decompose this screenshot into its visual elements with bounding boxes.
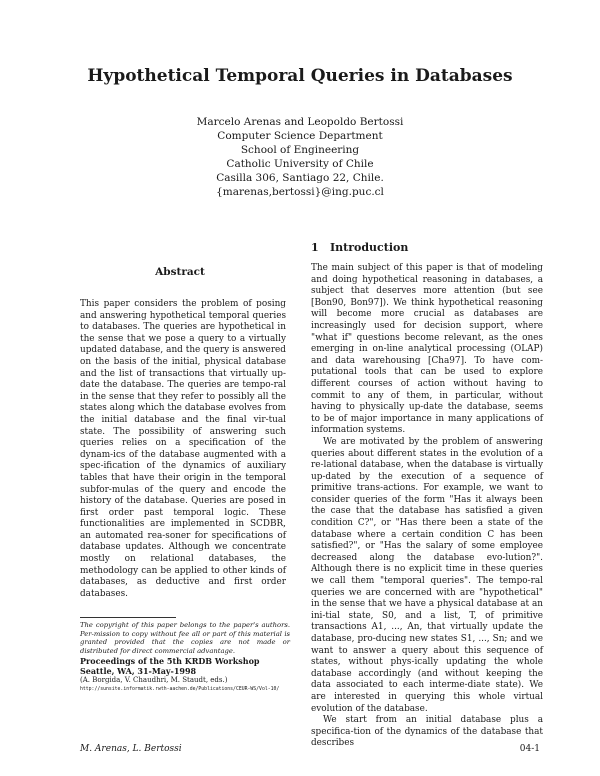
footnote-rule xyxy=(80,617,176,618)
author-address: Casilla 306, Santiago 22, Chile. xyxy=(216,172,384,184)
footnote-block xyxy=(80,621,290,694)
proceedings-venue: Seattle, WA, 31-May-1998 xyxy=(80,666,197,676)
author-email: {marenas,bertossi}@ing.puc.cl xyxy=(216,186,384,198)
intro-paragraph: The main subject of this paper is that of modeling and doing hypothetical reasoning in databases, a subject that deserves more attention (but see [Bon90, Bon97]). We think hypothetical reasoning will become more crucial as databases are increasingly used for decision support, where "what if" questions become relevant, as the ones emerging in on-line analytical processing (OLAP) and data warehousing [Cha97]. To have com-putational tools that can be used to explore different courses of action without having to commit to any of them, in particular, without having to physically up-date the database, seems to be of major importance in many applications of information systems. xyxy=(311,263,543,436)
section-number: 1 xyxy=(311,241,319,254)
section-title: Introduction xyxy=(330,241,409,254)
abstract-body: This paper considers the problem of posing and answering hypothetical temporal queries to databases. The queries are hypothetical in the sense that we pose a query to a virtually updated database, and the query is answered on the basis of the initial, physical database and the list of transactions that virtually up-date the database. The queries are tempo-ral in the sense that they refer to possibly all the states along which the database evolves from the initial database and the final vir-tual state. The possibility of answering such queries relies on a specification of the dynam-ics of the database augmented with a spec-ification of the dynamics of auxiliary tables that have their origin in the temporal subfor-mulas of the query and encode the history of the database. Queries are posed in first order past temporal logic. These functionalities are implemented in SCDBR, an automated rea-soner for specifications of database updates. Although we concentrate mostly on relational databases, the methodology can be applied to other kinds of databases, as deductive and first order databases. xyxy=(80,299,286,599)
author-school: School of Engineering xyxy=(240,144,360,156)
proceedings-url[interactable]: http://sunsite.informatik.rwth-aachen.de/Publications/CEUR-WS/Vol-10/ xyxy=(80,687,280,692)
abstract-heading: Abstract xyxy=(155,266,205,278)
copyright-notice: The copyright of this paper belongs to the paper's authors. Per-mission to copy without fee all or part of this material is granted provided that the copies are not made or distributed for direct commercial advantage. xyxy=(80,621,290,655)
introduction-body xyxy=(311,263,543,750)
paper-title: Hypothetical Temporal Queries in Databases xyxy=(87,66,513,86)
author-block xyxy=(140,115,460,199)
footer-authors: M. Arenas, L. Bertossi xyxy=(80,744,182,754)
proceedings-title: Proceedings of the 5th KRDB Workshop xyxy=(80,656,260,666)
author-department: Computer Science Department xyxy=(217,130,383,142)
author-university: Catholic University of Chile xyxy=(226,158,374,170)
author-names: Marcelo Arenas and Leopoldo Bertossi xyxy=(196,116,404,128)
page-number: 04-1 xyxy=(519,744,540,754)
section-heading xyxy=(311,241,408,254)
intro-paragraph: We start from an initial database plus a specifica-tion of the dynamics of the database that describes xyxy=(311,715,543,749)
intro-paragraph: We are motivated by the problem of answering queries about different states in the evolution of a re-lational database, when the database is virtually up-dated by the execution of a sequence of primitive trans-actions. For example, we want to consider queries of the form "Has it always been the case that the database has satisfied a given condition C?", or "Has there been a state of the database where a certain condition C has been satisfied?", or "Has the salary of some employee decreased along the database evo-lution?". Although there is no explicit time in these queries we call them "temporal queries". The tempo-ral queries we are concerned with are "hypothetical" in the sense that we have a physical database at an ini-tial state, S0, and a list, T, of primitive transactions A1, ..., An, that virtually update the database, pro-ducing new states S1, ..., Sn; and we want to answer a query about this sequence of states, without phys-ically updating the whole database accordingly (and without keeping the data associated to each interme-diate state). We are interested in querying this whole virtual evolution of the database. xyxy=(311,436,543,714)
proceedings-editors: (A. Borgida, V. Chaudhri, M. Staudt, eds.) xyxy=(80,676,228,684)
